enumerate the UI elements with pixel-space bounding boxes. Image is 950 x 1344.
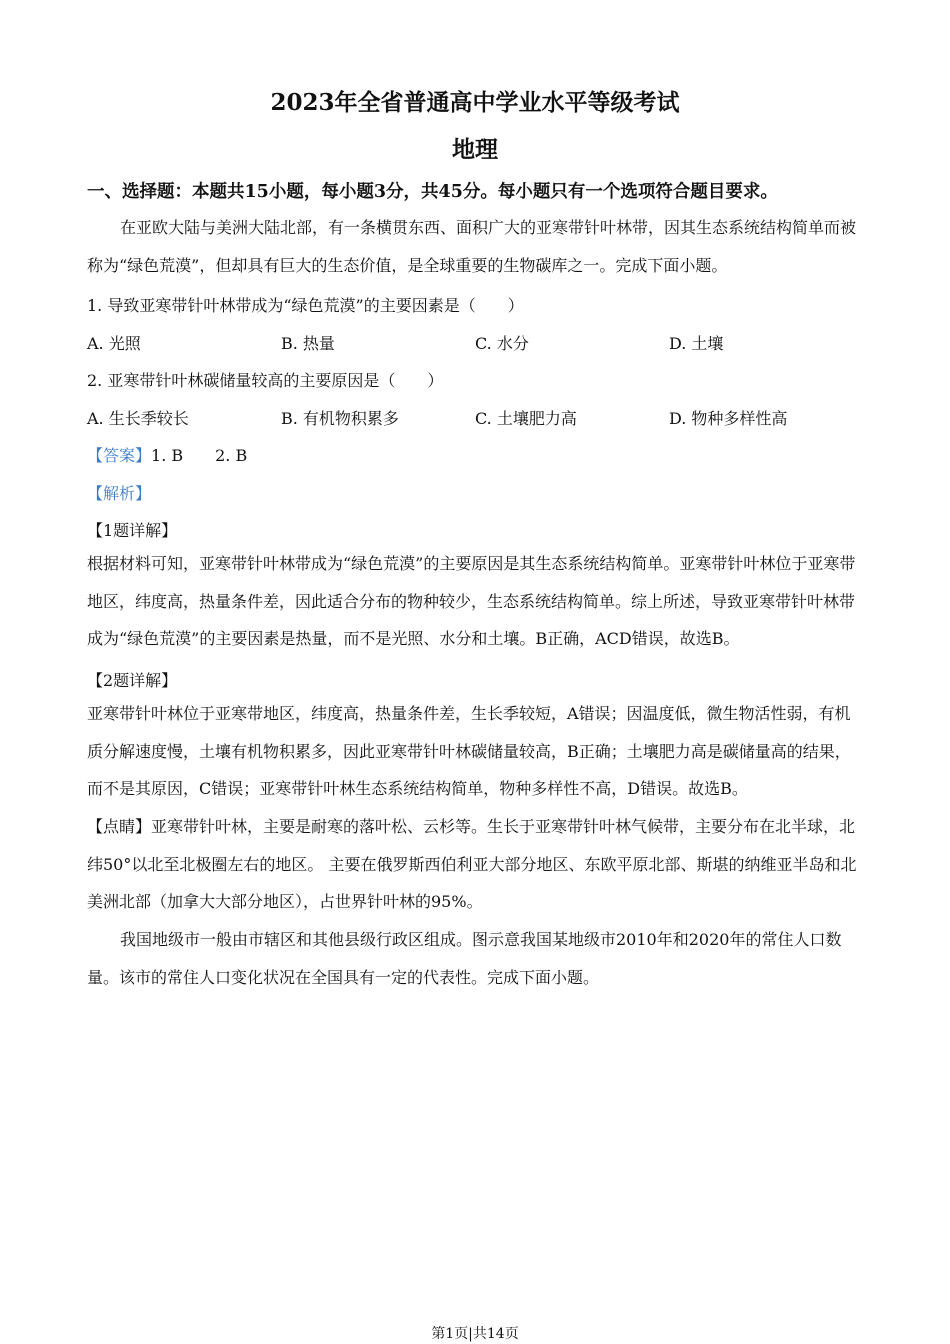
question-1-option-d: D. 土壤 bbox=[669, 334, 724, 353]
question-1-stem: 1. 导致亚寒带针叶林带成为“绿色荒漠”的主要因素是（ ） bbox=[87, 296, 524, 315]
q2-detail-heading: 【2题详解】 bbox=[87, 671, 178, 690]
question-2-option-d: D. 物种多样性高 bbox=[669, 409, 788, 428]
answer-label: 【答案】 bbox=[87, 446, 152, 465]
question-2-option-c: C. 土壤肥力高 bbox=[475, 409, 577, 428]
question-1-option-c: C. 水分 bbox=[475, 334, 529, 353]
analysis-label-text: 【解析】 bbox=[87, 484, 152, 503]
question-1-option-b: B. 热量 bbox=[281, 334, 335, 353]
material-2-paragraph: 我国地级市一般由市辖区和其他县级行政区组成。图示意我国某地级市2010年和2020年的常住人口数量。该市的常住人口变化状况在全国具有一定的代表性。完成下面小题。 bbox=[87, 930, 842, 987]
material-1-paragraph: 在亚欧大陆与美洲大陆北部，有一条横贯东西、面积广大的亚寒带针叶林带，因其生态系统结构简单而被称为“绿色荒漠”，但却具有巨大的生态价值，是全球重要的生物碳库之一。完成下面小题。 bbox=[87, 218, 857, 275]
question-1-option-a: A. 光照 bbox=[87, 334, 141, 353]
answer-line bbox=[87, 443, 247, 466]
q1-detail-text: 根据材料可知，亚寒带针叶林带成为“绿色荒漠”的主要原因是其生态系统结构简单。亚寒带针叶林位于亚寒带地区，纬度高，热量条件差，因此适合分布的物种较少，生态系统结构简单。综上所述，导致亚寒带针叶林带成为“绿色荒漠”的主要因素是热量，而不是光照、水分和土壤。B正确，ACD错误，故选B。 bbox=[87, 554, 856, 648]
question-2-stem: 2. 亚寒带针叶林碳储量较高的主要原因是（ ） bbox=[87, 371, 444, 390]
question-2-option-b: B. 有机物积累多 bbox=[281, 409, 399, 428]
analysis-label bbox=[87, 481, 151, 504]
q2-detail-text: 亚寒带针叶林位于亚寒带地区，纬度高，热量条件差，生长季较短，A错误；因温度低，微生物活性弱，有机质分解速度慢，土壤有机物积累多，因此亚寒带针叶林碳储量较高，B正确；土壤肥力高是碳储量高的结果，而不是其原因，C错误；亚寒带针叶林生态系统结构简单，物种多样性不高，D错误。故选B。 bbox=[87, 704, 851, 798]
page-footer: 第1页|共14页 bbox=[431, 1326, 519, 1342]
question-2-option-a: A. 生长季较长 bbox=[87, 409, 189, 428]
section-heading: 一、选择题：本题共15小题，每小题3分，共45分。每小题只有一个选项符合题目要求。 bbox=[87, 182, 778, 202]
subject-title: 地理 bbox=[452, 136, 498, 163]
key-point-text: 【点睛】亚寒带针叶林，主要是耐寒的落叶松、云杉等。生长于亚寒带针叶林气候带，主要分布在北半球，北纬50°以北至北极圈左右的地区。 主要在俄罗斯西伯利亚大部分地区、东欧平原北部、斯堪的纳维亚半岛和北美洲北部（加拿大大部分地区），占世界针叶林的95%。 bbox=[87, 817, 857, 911]
exam-title: 2023年全省普通高中学业水平等级考试 bbox=[270, 89, 680, 116]
answer-value: 1. B 2. B bbox=[151, 446, 248, 465]
q1-detail-heading: 【1题详解】 bbox=[87, 521, 178, 540]
